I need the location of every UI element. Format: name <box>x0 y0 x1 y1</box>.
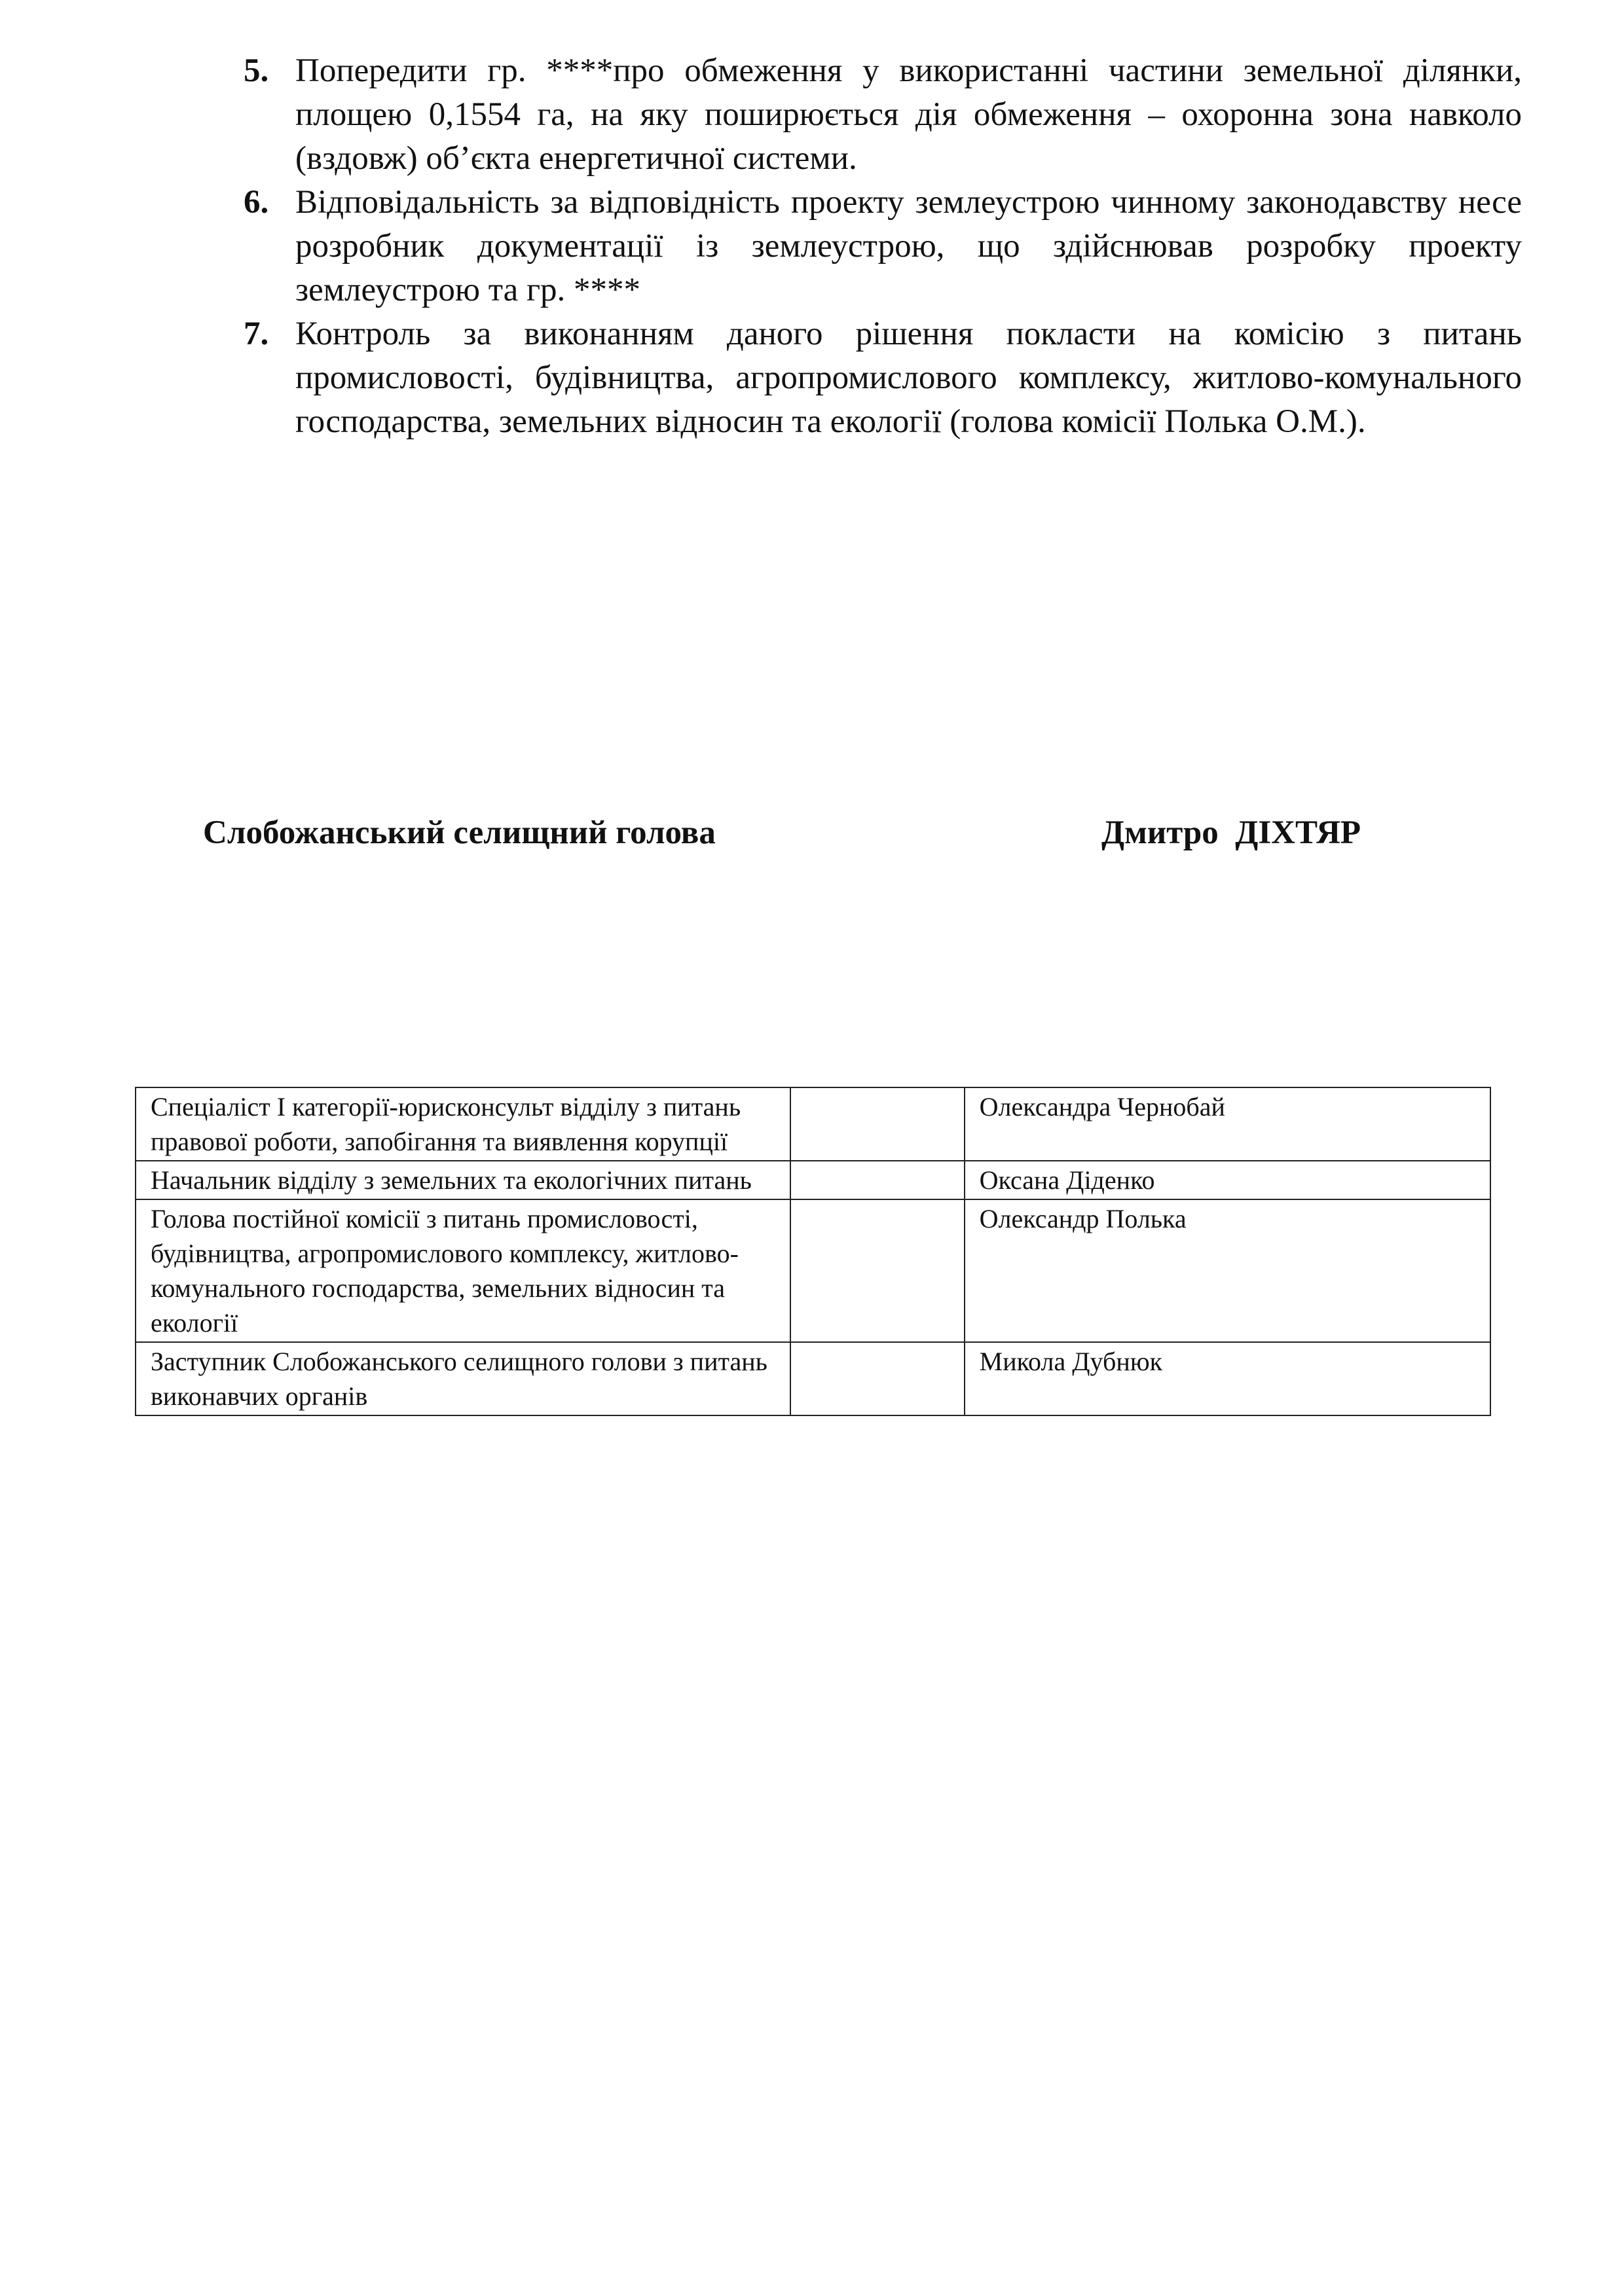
approver-role: Спеціаліст І категорії-юрисконсульт відділу з питань правової роботи, запобігання та виявлення корупції <box>136 1087 790 1161</box>
decision-items-list <box>237 49 1522 444</box>
item-text: Попередити гр. ****про обмеження у використанні частини земельної ділянки, площею 0,1554 га, на яку поширюється дія обмеження – охоронна зона навколо (вздовж) об’єкта енергетичної системи. <box>295 52 1522 177</box>
approver-name: Олександра Чернобай <box>965 1087 1490 1161</box>
signatory-position: Слобожанський селищний голова <box>203 814 716 851</box>
item-text: Контроль за виконанням даного рішення покласти на комісію з питань промисловості, будівництва, агропромислового комплексу, житлово-комунального господарства, земельних відносин та екології (голова комісії Полька О.М.). <box>295 316 1522 440</box>
table-row <box>136 1087 1490 1161</box>
signatory-name: Дмитро ДІХТЯР <box>1101 814 1361 851</box>
item-number: 7. <box>244 316 269 352</box>
table-row <box>136 1342 1490 1415</box>
signature-block <box>0 807 1624 859</box>
approver-role: Голова постійної комісії з питань промисловості, будівництва, агропромислового комплексу, житлово-комунального господарства, земельних відносин та екології <box>136 1199 790 1342</box>
item-number: 5. <box>244 52 269 89</box>
approver-role: Начальник відділу з земельних та екологічних питань <box>136 1161 790 1199</box>
approver-name: Олександр Полька <box>965 1199 1490 1342</box>
approver-name: Оксана Діденко <box>965 1161 1490 1199</box>
approver-signature-cell <box>790 1342 964 1415</box>
item-text: Відповідальність за відповідність проекту землеустрою чинному законодавству несе розробник документації із землеустрою, що здійснював розробку проекту землеустрою та гр. **** <box>295 184 1522 308</box>
decision-item-6 <box>237 181 1522 312</box>
approver-role: Заступник Слобожанського селищного голови з питань виконавчих органів <box>136 1342 790 1415</box>
approver-signature-cell <box>790 1161 964 1199</box>
approval-table <box>135 1087 1491 1416</box>
decision-item-5 <box>237 49 1522 181</box>
table-row <box>136 1199 1490 1342</box>
table-row <box>136 1161 1490 1199</box>
approver-signature-cell <box>790 1087 964 1161</box>
approver-signature-cell <box>790 1199 964 1342</box>
decision-item-7 <box>237 312 1522 444</box>
approver-name: Микола Дубнюк <box>965 1342 1490 1415</box>
item-number: 6. <box>244 184 269 221</box>
